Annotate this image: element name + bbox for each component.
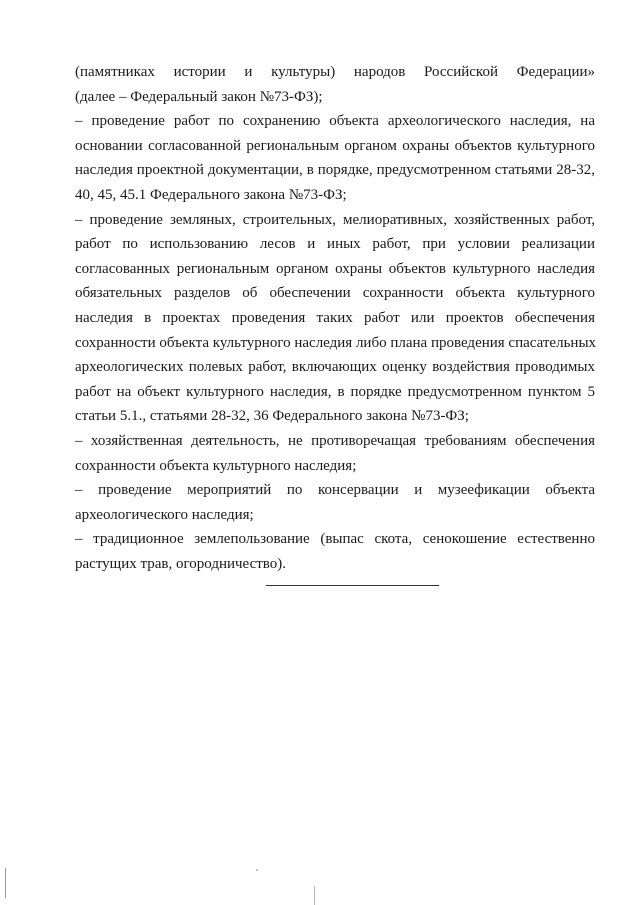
- text-line: статьи 5.1., статьями 28-32, 36 Федерального закона №73-ФЗ;: [75, 408, 469, 425]
- text-line: согласованных региональным органом охраны объектов культурного наследия: [75, 260, 595, 277]
- text-line: – проведение мероприятий по консервации и музеефикации объекта: [75, 482, 595, 499]
- text-line: – проведение земляных, строительных, мелиоративных, хозяйственных работ,: [75, 211, 595, 228]
- document-body: [75, 60, 595, 576]
- list-item-economic-activity: [75, 429, 595, 478]
- text-line: обязательных разделов об обеспечении сохранности объекта культурного: [75, 285, 595, 302]
- text-line: сохранности объекта культурного наследия;: [75, 457, 357, 474]
- list-item-land-use: [75, 527, 595, 576]
- text-line: археологических полевых работ, включающих оценку воздействия проводимых: [75, 359, 595, 376]
- text-line: археологического наследия;: [75, 506, 254, 523]
- text-line: наследия в проектах проведения таких работ или проектов обеспечения: [75, 309, 595, 326]
- text-line: (далее – Федеральный закон №73-ФЗ);: [75, 88, 323, 105]
- list-item-preservation-works: [75, 109, 595, 207]
- text-line: – проведение работ по сохранению объекта археологического наследия, на: [75, 113, 595, 130]
- text-line: сохранности объекта культурного наследия либо плана проведения спасательных: [75, 334, 597, 351]
- text-line: наследия проектной документации, в порядке, предусмотренном статьями 28-32,: [75, 162, 595, 179]
- list-item-earthworks: [75, 208, 595, 429]
- text-line: основании согласованной региональным органом охраны объектов культурного: [75, 137, 595, 154]
- text-line: (памятниках истории и культуры) народов Российской Федерации»: [75, 64, 595, 80]
- end-divider: [266, 585, 439, 586]
- text-line: работ на объект культурного наследия, в порядке предусмотренном пунктом 5: [75, 383, 595, 400]
- paragraph-law-reference: [75, 60, 595, 109]
- list-item-conservation: [75, 478, 595, 527]
- text-line: – традиционное землепользование (выпас скота, сенокошение естественно: [75, 531, 595, 548]
- scan-edge-mark: [5, 868, 6, 898]
- text-line: растущих трав, огородничество).: [75, 555, 287, 572]
- scan-dot-mark: [256, 869, 258, 871]
- text-line: работ по использованию лесов и иных работ, при условии реализации: [75, 236, 595, 253]
- scan-bottom-mark: [314, 886, 315, 905]
- text-line: 40, 45, 45.1 Федерального закона №73-ФЗ;: [75, 186, 347, 203]
- text-line: – хозяйственная деятельность, не противоречащая требованиям обеспечения: [75, 432, 595, 449]
